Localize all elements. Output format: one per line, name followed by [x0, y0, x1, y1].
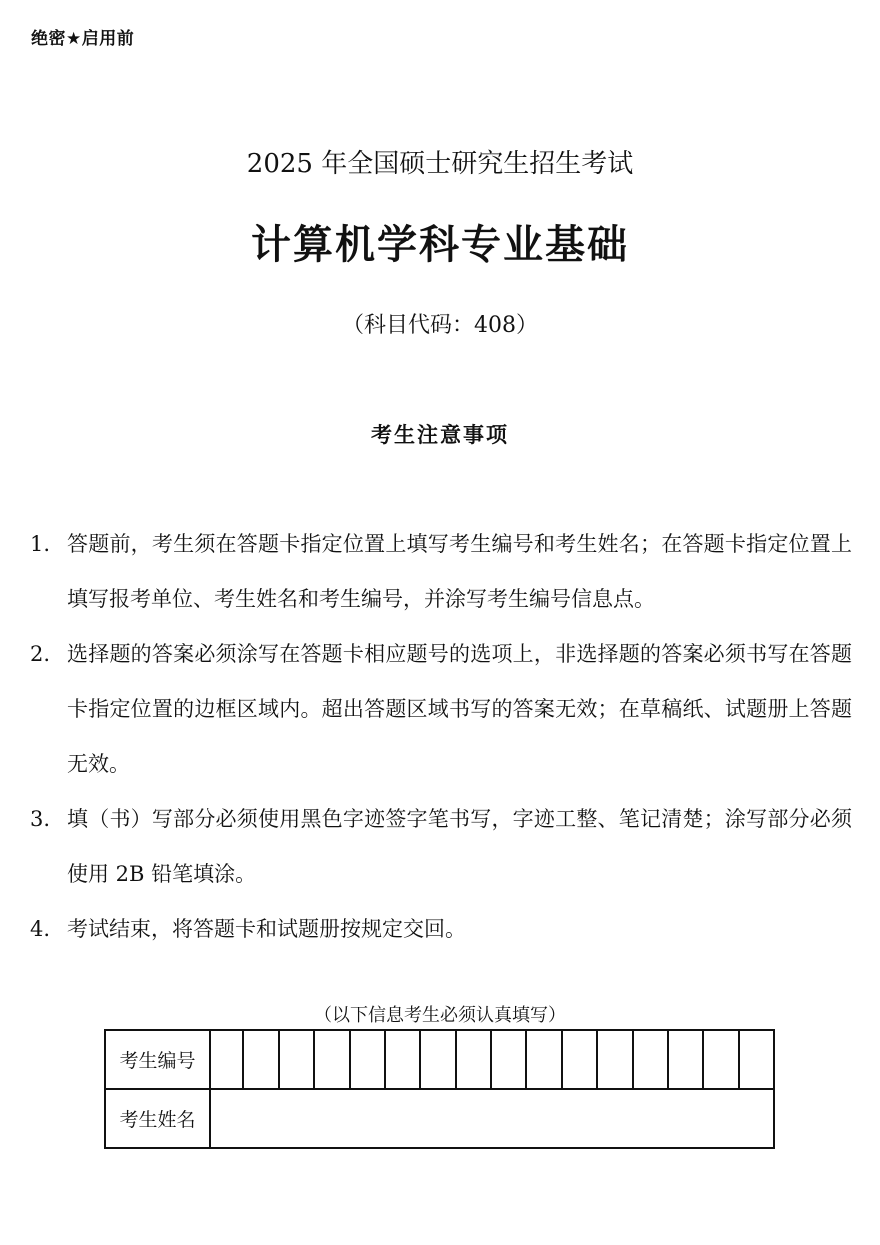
- secret-label: 绝密★启用前: [31, 29, 135, 49]
- candidate-id-digit-cell[interactable]: [563, 1031, 598, 1088]
- candidate-name-row: [106, 1090, 773, 1147]
- candidate-id-digit-cell[interactable]: [492, 1031, 527, 1088]
- notice-item-1: [30, 517, 852, 627]
- candidate-id-digit-cell[interactable]: [457, 1031, 492, 1088]
- notice-item-text: 选择题的答案必须涂写在答题卡相应题号的选项上，非选择题的答案必须书写在答题卡指定位置的边框区域内。超出答题区域书写的答案无效；在草稿纸、试题册上答题无效。: [67, 642, 852, 776]
- notice-item-2: [30, 627, 852, 792]
- candidate-id-label: 考生编号: [106, 1031, 211, 1088]
- candidate-id-digit-cell[interactable]: [244, 1031, 279, 1088]
- notice-item-number: 2.: [30, 642, 51, 666]
- notice-item-text: 答题前，考生须在答题卡指定位置上填写考生编号和考生姓名；在答题卡指定位置上填写报考单位、考生姓名和考生编号，并涂写考生编号信息点。: [67, 532, 852, 611]
- candidate-id-digit-cell[interactable]: [669, 1031, 704, 1088]
- notice-list: [30, 517, 852, 957]
- notice-item-3: [30, 792, 852, 902]
- candidate-id-digit-cell[interactable]: [598, 1031, 633, 1088]
- candidate-id-digit-cell[interactable]: [421, 1031, 456, 1088]
- candidate-id-digit-cell[interactable]: [315, 1031, 350, 1088]
- notice-item-text: 考试结束，将答题卡和试题册按规定交回。: [67, 917, 466, 941]
- candidate-info-table: [104, 1029, 775, 1149]
- candidate-name-field[interactable]: [209, 1090, 773, 1147]
- candidate-id-digit-cell[interactable]: [351, 1031, 386, 1088]
- notice-item-text: 填（书）写部分必须使用黑色字迹签字笔书写，字迹工整、笔记清楚；涂写部分必须使用 2B 铅笔填涂。: [67, 807, 852, 886]
- candidate-id-digit-cell[interactable]: [704, 1031, 739, 1088]
- notice-heading: 考生注意事项: [371, 423, 509, 447]
- candidate-id-digit-cell[interactable]: [386, 1031, 421, 1088]
- candidate-id-digit-cell[interactable]: [634, 1031, 669, 1088]
- notice-item-number: 4.: [30, 917, 51, 941]
- candidate-id-cells: [209, 1031, 773, 1088]
- subject-title: 计算机学科专业基础: [251, 222, 629, 268]
- candidate-id-digit-cell[interactable]: [740, 1031, 773, 1088]
- candidate-name-label: 考生姓名: [106, 1090, 211, 1147]
- notice-item-number: 1.: [30, 532, 51, 556]
- form-note: （以下信息考生必须认真填写）: [314, 1005, 566, 1026]
- notice-item-number: 3.: [30, 807, 51, 831]
- subject-code: （科目代码：408）: [342, 313, 538, 338]
- notice-item-4: [30, 902, 852, 957]
- candidate-id-digit-cell[interactable]: [527, 1031, 562, 1088]
- exam-title: 2025 年全国硕士研究生招生考试: [246, 149, 634, 179]
- candidate-id-digit-cell[interactable]: [280, 1031, 315, 1088]
- candidate-id-digit-cell[interactable]: [209, 1031, 244, 1088]
- candidate-id-row: [106, 1031, 773, 1090]
